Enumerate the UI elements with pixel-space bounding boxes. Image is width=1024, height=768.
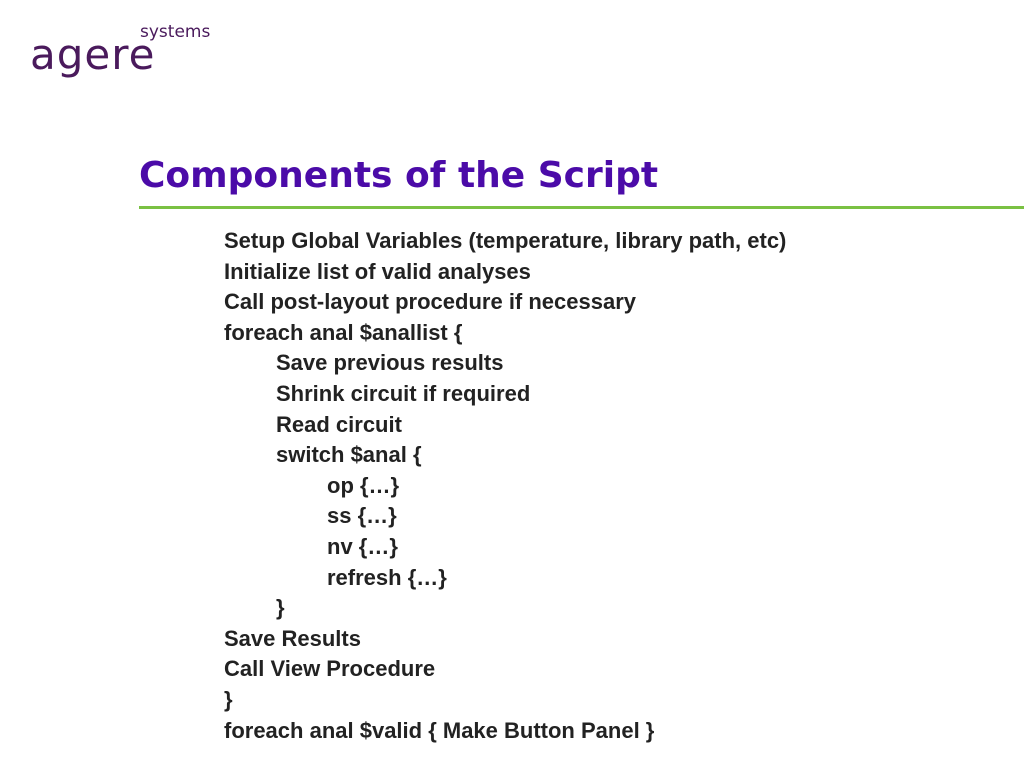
- outline-line: }: [224, 686, 233, 712]
- outline-line: Read circuit: [276, 411, 402, 437]
- outline-line: refresh {…}: [327, 564, 447, 590]
- outline-line: nv {…}: [327, 533, 398, 559]
- logo-subtitle: systems: [140, 22, 211, 42]
- outline-line: Initialize list of valid analyses: [224, 258, 531, 284]
- outline-line: }: [276, 595, 285, 621]
- outline-line: Setup Global Variables (temperature, library path, etc): [224, 228, 787, 253]
- outline-line: Save Results: [224, 625, 361, 651]
- outline-line: op {…}: [327, 472, 400, 498]
- logo-wordmark: agere: [30, 30, 156, 79]
- title-underline: [139, 206, 1024, 209]
- outline-line: ss {…}: [327, 503, 397, 529]
- outline-line: Save previous results: [276, 350, 504, 376]
- outline-line: Shrink circuit if required: [276, 380, 531, 406]
- outline-line: switch $anal {: [276, 442, 422, 468]
- outline-line: foreach anal $anallist {: [224, 319, 463, 345]
- agere-systems-logo: [26, 22, 226, 94]
- slide-title: Components of the Script: [139, 155, 659, 196]
- outline-line: foreach anal $valid { Make Button Panel }: [224, 717, 655, 743]
- script-outline: [224, 226, 1014, 746]
- outline-line: Call post-layout procedure if necessary: [224, 289, 637, 315]
- outline-line: Call View Procedure: [224, 656, 436, 682]
